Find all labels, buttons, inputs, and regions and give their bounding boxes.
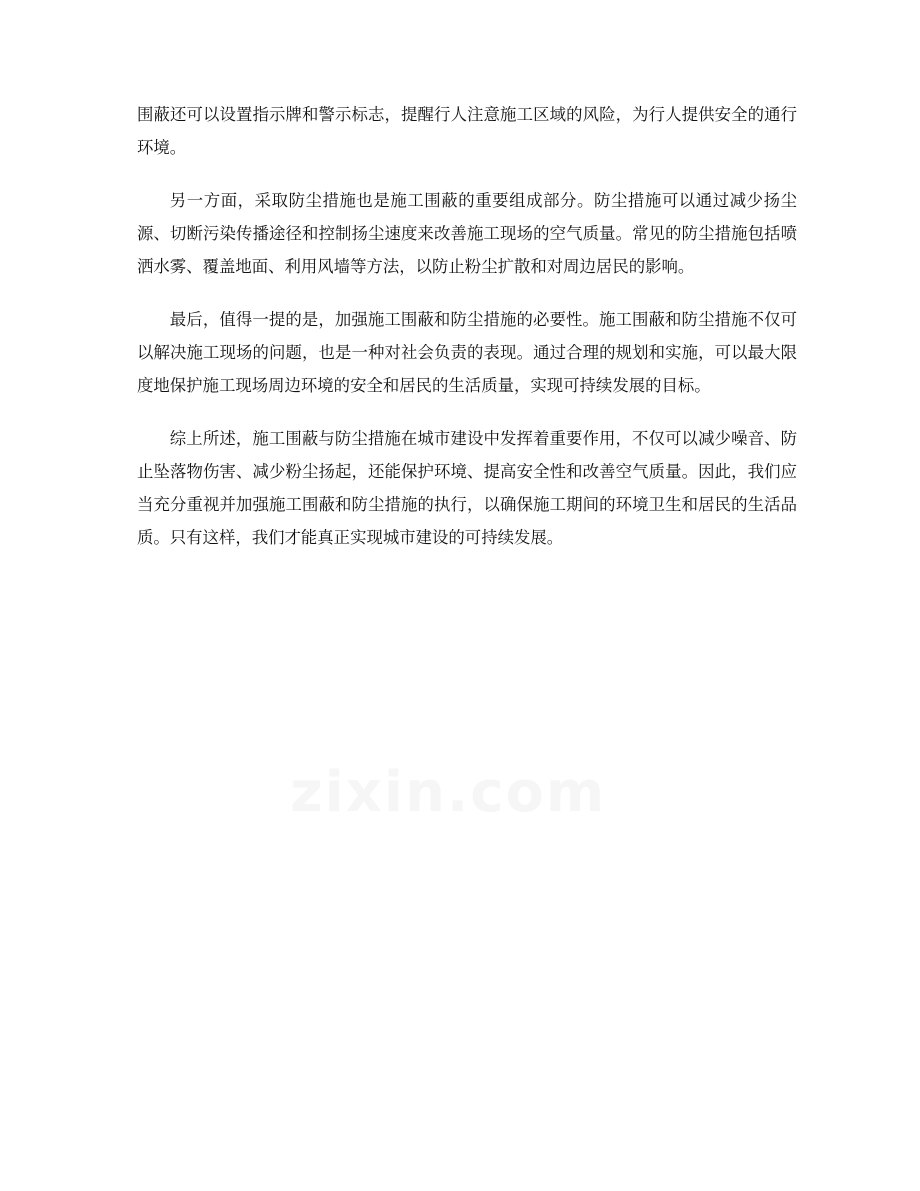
- paragraph-2: 另一方面，采取防尘措施也是施工围蔽的重要组成部分。防尘措施可以通过减少扬尘源、切断污染传播途径和控制扬尘速度来改善施工现场的空气质量。常见的防尘措施包括喷洒水雾、覆盖地面、利用风墙等方法，以防止粉尘扩散和对周边居民的影响。: [137, 191, 797, 276]
- watermark: zixin.com: [290, 760, 607, 825]
- paragraph-3: 最后，值得一提的是，加强施工围蔽和防尘措施的必要性。施工围蔽和防尘措施不仅可以解决施工现场的问题，也是一种对社会负责的表现。通过合理的规划和实施，可以最大限度地保护施工现场周边环境的安全和居民的生活质量，实现可持续发展的目标。: [137, 310, 797, 395]
- paragraph-1: 围蔽还可以设置指示牌和警示标志，提醒行人注意施工区域的风险，为行人提供安全的通行环境。: [137, 105, 797, 157]
- document-body: [137, 98, 797, 574]
- paragraph-4: 综上所述，施工围蔽与防尘措施在城市建设中发挥着重要作用，不仅可以减少噪音、防止坠落物伤害、减少粉尘扬起，还能保护环境、提高安全性和改善空气质量。因此，我们应当充分重视并加强施工围蔽和防尘措施的执行，以确保施工期间的环境卫生和居民的生活品质。只有这样，我们才能真正实现城市建设的可持续发展。: [137, 429, 797, 547]
